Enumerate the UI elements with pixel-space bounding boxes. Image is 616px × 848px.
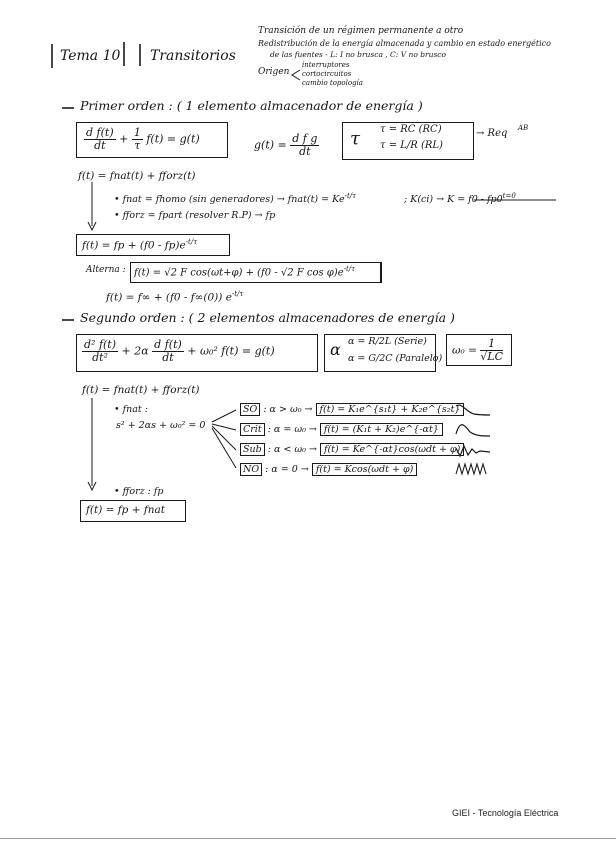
primer-ft: f(t) = fnat(t) + fforz(t) [78, 170, 196, 182]
primer-ode-plus: + [119, 132, 129, 146]
origen-item-2: cortocircuitos [302, 70, 352, 78]
primer-result-text: f(t) = fp + (f0 - fp)e [82, 239, 186, 252]
case-sub [240, 444, 464, 455]
alpha-paralelo: α = G/2C (Paralelo) [348, 353, 443, 364]
alterna-label: Alterna : [86, 265, 126, 275]
alterna-exp: -t/τ [343, 265, 356, 273]
fnat-line [114, 192, 356, 205]
primer-result-exp: -t/τ [185, 238, 198, 246]
case-so-eq: f(t) = K₁e^{s₁t} + K₂e^{s₂t} [316, 403, 465, 416]
alterna-text: f(t) = √2 F cos(ωt+φ) + (f0 - √2 F cos φ)e [134, 267, 344, 279]
case-crit-cond: : α = ω₀ → [267, 424, 317, 435]
w0-label: ω₀ = [452, 344, 477, 357]
tau-ab: AB [518, 124, 529, 132]
case-no-eq: f(t) = Kcos(ωdt + φ) [312, 463, 417, 476]
fnat-exp: -t/τ [344, 192, 357, 200]
note-1: Transición de un régimen permanente a otro [258, 26, 464, 36]
segundo-ft: f(t) = fnat(t) + fforz(t) [82, 384, 200, 396]
case-no [240, 464, 417, 475]
primer-last-text: f(t) = f∞ + (f0 - f∞(0)) e [106, 291, 232, 304]
case-sub-eq: f(t) = Ke^{-αt}cos(ωdt + φ) [320, 443, 464, 456]
case-sub-cond: : α < ω₀ → [267, 444, 317, 455]
primer-ode-den: dt [94, 139, 106, 152]
case-so-cond: : α > ω₀ → [263, 404, 313, 415]
primer-last-exp: -t/τ [231, 290, 244, 298]
origen-item-1: interruptores [302, 61, 350, 69]
fforz-line: • fforz = fpart (resolver R.P) → fp [114, 210, 276, 221]
tau-rc: τ = RC (RC) [380, 124, 442, 135]
primer-heading: Primer orden : ( 1 elemento almacenador de energía ) [80, 98, 423, 113]
case-so [240, 404, 464, 415]
bottom-rule [0, 838, 616, 839]
note-3: de las fuentes - L: I no brusca , C: V no brusco [270, 50, 447, 59]
segundo-ode-2a: + 2α [121, 344, 149, 358]
segundo-result: f(t) = fp + fnat [86, 504, 165, 516]
tema-label: Tema 10 [60, 48, 121, 64]
segundo-ode-num1: d² f(t) [84, 338, 117, 351]
origen-label: Origen [258, 67, 290, 77]
segundo-fnat-label: • fnat : [114, 404, 148, 415]
case-no-tag: NO [240, 463, 262, 476]
case-crit [240, 424, 443, 435]
g-num: d f g [292, 132, 318, 145]
primer-ode-num: d f(t) [86, 126, 114, 139]
segundo-ode-den1: dt² [92, 351, 108, 364]
primer-ode-rest: f(t) = g(t) [146, 132, 200, 146]
origen-item-3: cambio topología [302, 79, 363, 87]
tau-rl: τ = L/R (RL) [380, 140, 443, 151]
case-no-cond: : α = 0 → [265, 464, 309, 475]
w0-den: √LC [480, 350, 503, 363]
tau-req: → Req [476, 128, 508, 139]
primer-ode [84, 127, 200, 152]
w0-def [452, 338, 503, 363]
g-def [254, 133, 319, 158]
case-so-tag: SO [240, 403, 260, 416]
tau-symbol: τ [350, 128, 360, 149]
g-den: dt [299, 145, 311, 158]
note-2: Redistribución de la energía almacenada y cambio en estado energético [258, 39, 551, 48]
char-eq: s² + 2αs + ω₀² = 0 [116, 420, 206, 431]
alpha-symbol: α [330, 340, 341, 359]
segundo-ode-rest: + ω₀² f(t) = g(t) [187, 344, 275, 358]
case-crit-tag: Crit [240, 423, 265, 436]
page-footer: GIEI - Tecnología Eléctrica [452, 808, 559, 818]
segundo-ode-den2: dt [162, 351, 174, 364]
segundo-ode [82, 339, 275, 364]
primer-ode-tau-den: τ [134, 139, 141, 152]
k-sup: t=0 [502, 192, 516, 200]
segundo-heading: Segundo orden : ( 2 elementos almacenadores de energía ) [80, 310, 455, 325]
k-text: ; K(ci) → K = f0 - fp0 [404, 194, 503, 206]
segundo-fforz: • fforz : fp [114, 486, 164, 497]
primer-result [82, 238, 197, 252]
segundo-ode-num2: d f(t) [154, 338, 182, 351]
alterna-eq [134, 265, 355, 278]
primer-ode-tau-num: 1 [133, 126, 141, 139]
primer-last [106, 290, 243, 304]
tema-title: Transitorios [150, 48, 236, 64]
alpha-serie: α = R/2L (Serie) [348, 336, 427, 347]
w0-num: 1 [480, 338, 503, 351]
case-crit-eq: f(t) = (K₁t + K₂)e^{-αt} [320, 423, 443, 436]
g-label: g(t) = [254, 138, 287, 152]
k-line [404, 192, 516, 205]
fnat-text: • fnat = fhomo (sin generadores) → fnat(t) = Ke [114, 194, 345, 206]
case-sub-tag: Sub [240, 443, 265, 456]
